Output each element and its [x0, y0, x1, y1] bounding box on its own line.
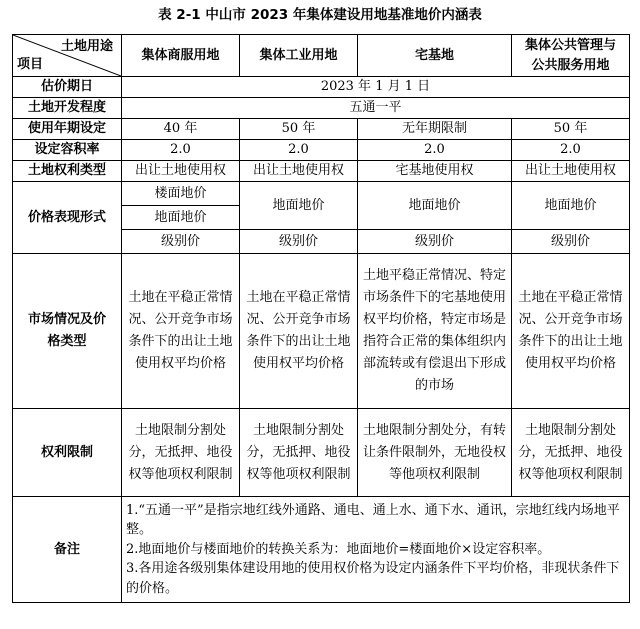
row-label: 权利限制	[13, 409, 122, 497]
rights-cell: 宅基地使用权	[358, 161, 512, 182]
price-form-cell: 地面地价	[240, 182, 358, 230]
row-restriction	[13, 409, 630, 497]
col-header-commercial: 集体商服用地	[122, 35, 240, 77]
market-label-line1: 市场情况及价	[27, 312, 106, 327]
market-cell: 土地平稳正常情况、特定市场条件下的宅基地使用权平均价格，特定市场是指符合正常的集体组织内部流转或有偿退出下形成的市场	[358, 254, 512, 409]
row-label: 估价期日	[13, 77, 122, 98]
row-remarks	[13, 497, 630, 603]
market-cell: 土地在平稳正常情况、公开竞争市场条件下的出让土地使用权平均价格	[122, 254, 240, 409]
development-value: 五通一平	[122, 98, 630, 119]
row-term	[13, 119, 630, 140]
rights-cell: 出让土地使用权	[122, 161, 240, 182]
restriction-cell: 土地限制分割处分，有转让条件限制外，无地役权等他项权利限制	[358, 409, 512, 497]
table-title: 表 2-1 中山市 2023 年集体建设用地基准地价内涵表	[158, 7, 482, 23]
valuation-date-value: 2023 年 1 月 1 日	[122, 77, 630, 98]
level-price-cell: 级别价	[358, 230, 512, 254]
row-label-market	[13, 254, 122, 409]
far-cell: 2.0	[358, 140, 512, 161]
col-header-homestead: 宅基地	[358, 35, 512, 77]
price-form-floor: 楼面地价	[122, 182, 240, 206]
level-price-cell: 级别价	[240, 230, 358, 254]
row-label: 使用年期设定	[13, 119, 122, 140]
term-cell: 40 年	[122, 119, 240, 140]
diagonal-header-cell	[13, 35, 122, 77]
col-header-public-line2: 公共服务用地	[531, 57, 610, 73]
market-cell: 土地在平稳正常情况、公开竞争市场条件下的出让土地使用权平均价格	[240, 254, 358, 409]
term-cell: 无年期限制	[358, 119, 512, 140]
price-form-cell: 地面地价	[512, 182, 630, 230]
term-cell: 50 年	[512, 119, 630, 140]
row-label: 备注	[13, 497, 122, 603]
far-cell: 2.0	[122, 140, 240, 161]
land-price-table	[12, 34, 630, 603]
restriction-cell: 土地限制分割处分，无抵押、地役权等他项权利限制	[512, 409, 630, 497]
remark-note: 1.“五通一平”是指宗地红线外通路、通电、通上水、通下水、通讯，宗地红线内场地平整。	[126, 502, 620, 538]
row-development	[13, 98, 630, 119]
row-rights	[13, 161, 630, 182]
rights-cell: 出让土地使用权	[512, 161, 630, 182]
row-label: 设定容积率	[13, 140, 122, 161]
row-far	[13, 140, 630, 161]
remark-note: 3.各用途各级别集体建设用地的使用权价格为设定内涵条件下平均价格，非现状条件下的价格。	[126, 561, 620, 596]
level-price-cell: 级别价	[512, 230, 630, 254]
row-price-form-a	[13, 182, 630, 206]
col-header-public-line1: 集体公共管理与	[524, 37, 616, 53]
col-header-industrial: 集体工业用地	[240, 35, 358, 77]
row-label: 土地开发程度	[13, 98, 122, 119]
row-market	[13, 254, 630, 409]
price-form-cell: 地面地价	[358, 182, 512, 230]
header-row	[13, 35, 630, 77]
col-header-public	[512, 35, 630, 77]
land-use-label: 土地用途	[60, 39, 113, 54]
restriction-cell: 土地限制分割处分，无抵押、地役权等他项权利限制	[240, 409, 358, 497]
market-cell: 土地在平稳正常情况、公开竞争市场条件下的出让土地使用权平均价格	[512, 254, 630, 409]
item-label: 项目	[17, 57, 44, 72]
row-label: 价格表现形式	[13, 182, 122, 254]
row-label: 土地权利类型	[13, 161, 122, 182]
restriction-cell: 土地限制分割处分，无抵押、地役权等他项权利限制	[122, 409, 240, 497]
far-cell: 2.0	[512, 140, 630, 161]
level-price-cell: 级别价	[122, 230, 240, 254]
price-form-ground: 地面地价	[122, 206, 240, 230]
rights-cell: 出让土地使用权	[240, 161, 358, 182]
market-label-line2: 格类型	[47, 334, 87, 349]
far-cell: 2.0	[240, 140, 358, 161]
remarks-cell	[122, 497, 630, 603]
remark-note: 2.地面地价与楼面地价的转换关系为：地面地价=楼面地价×设定容积率。	[126, 541, 551, 557]
term-cell: 50 年	[240, 119, 358, 140]
row-valuation-date	[13, 77, 630, 98]
